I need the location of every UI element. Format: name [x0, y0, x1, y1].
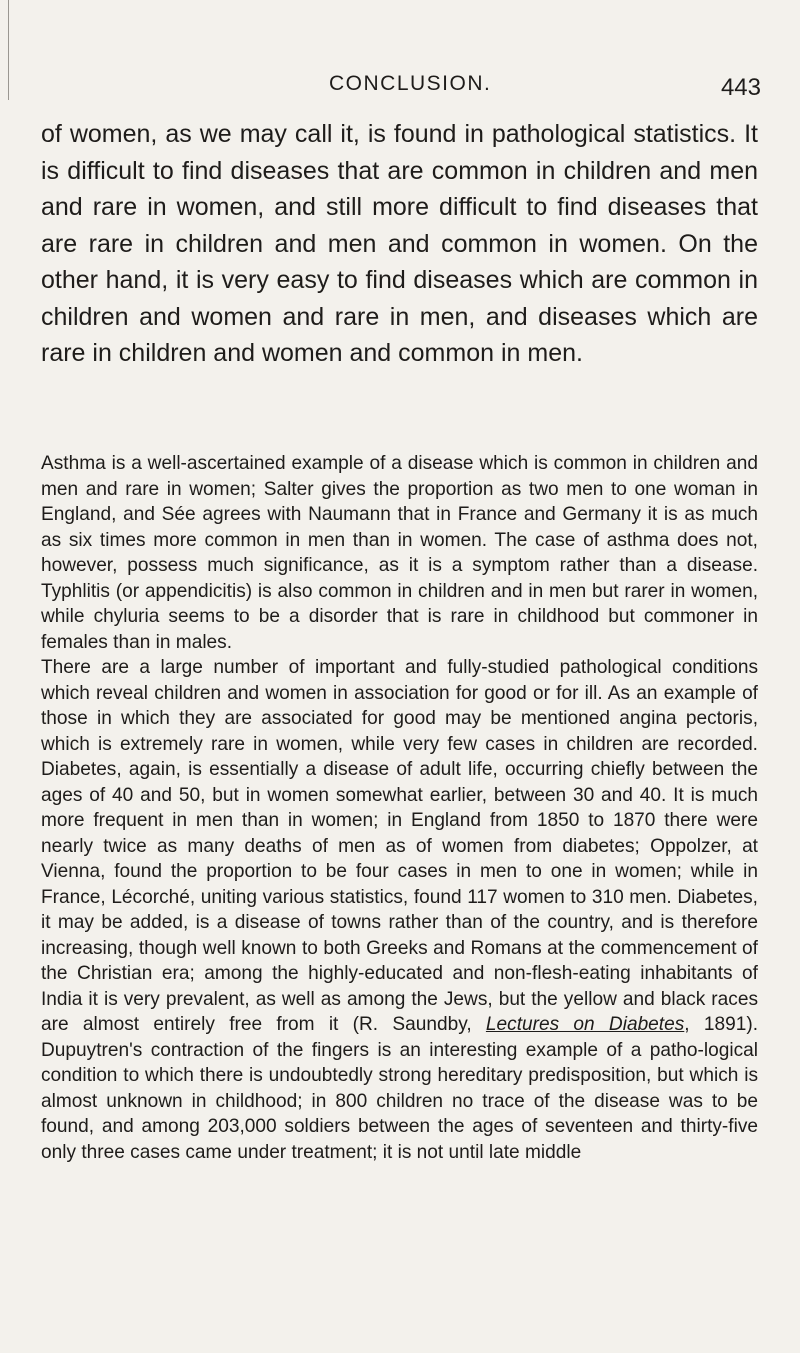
conditions-text-part-1: There are a large number of important and fully-studied pathological conditions which reveal children and women in association for good or for ill. As an example of those in which they are associated for good may be mentioned angina pectoris, which is extremely rare in women, while very few cases in children are recorded. Diabetes, again, is essentially a disease of adult life, occurring chiefly between the ages of 40 and 50, but in women somewhat earlier, between 30 and 40. It is much more frequent in men than in women; in England from 1850 to 1870 there were nearly twice as many deaths of men as of women from diabetes; Oppolzer, at Vienna, found the proportion to be four cases in men to one in women; while in France, Lécorché, uniting various statistics, found 117 women to 310 men. Diabetes, it may be added, is a disease of towns rather than of the country, and is therefore increasing, though well known to both Greeks and Romans at the commencement of the Christian era; among the highly-educated and non-flesh-eating inhabitants of India it is very prevalent, as well as among the Jews, but the yellow and black races are almost entirely free from it (R. Saundby,: [41, 657, 758, 1035]
book-title: Lectures on Diabetes: [485, 1014, 685, 1035]
small-print-section: [41, 451, 758, 1165]
asthma-paragraph: Asthma is a well-ascertained example of a disease which is common in children and men and rare in women; Salter gives the proportion as two men to one woman in England, and Sée agrees with Naumann that in France and Germany it is as much as six times more common in men than in women. The case of asthma does not, however, possess much significance, as it is a symptom rather than a disease. Typhlitis (or appendicitis) is also common in children and in men but rarer in women, while chyluria seems to be a disorder that is rare in childhood but commoner in females than in males.: [41, 453, 758, 653]
chapter-title: CONCLUSION.: [329, 72, 492, 95]
page-number: 443: [720, 74, 761, 101]
running-head: [41, 72, 761, 112]
intro-paragraph: of women, as we may call it, is found in pathological statistics. It is difficult to find diseases that are common in children and men and rare in women, and still more difficult to find diseases that are rare in children and men and common in women. On the other hand, it is very easy to find diseases which are common in children and women and rare in men, and diseases which are rare in children and women and common in men.: [41, 120, 758, 367]
conditions-text-part-2: , 1891). Dupuytren's contraction of the fingers is an interesting example of a patho-logical condition to which there is undoubtedly strong hereditary predisposition, but which is almost unknown in childhood; in 800 children no trace of the disease was to be found, and among 203,000 soldiers between the ages of seventeen and thirty-five only three cases came under treatment; it is not until late middle: [41, 1014, 758, 1163]
page-edge-line: [8, 0, 9, 100]
conditions-paragraph: [41, 655, 758, 1165]
